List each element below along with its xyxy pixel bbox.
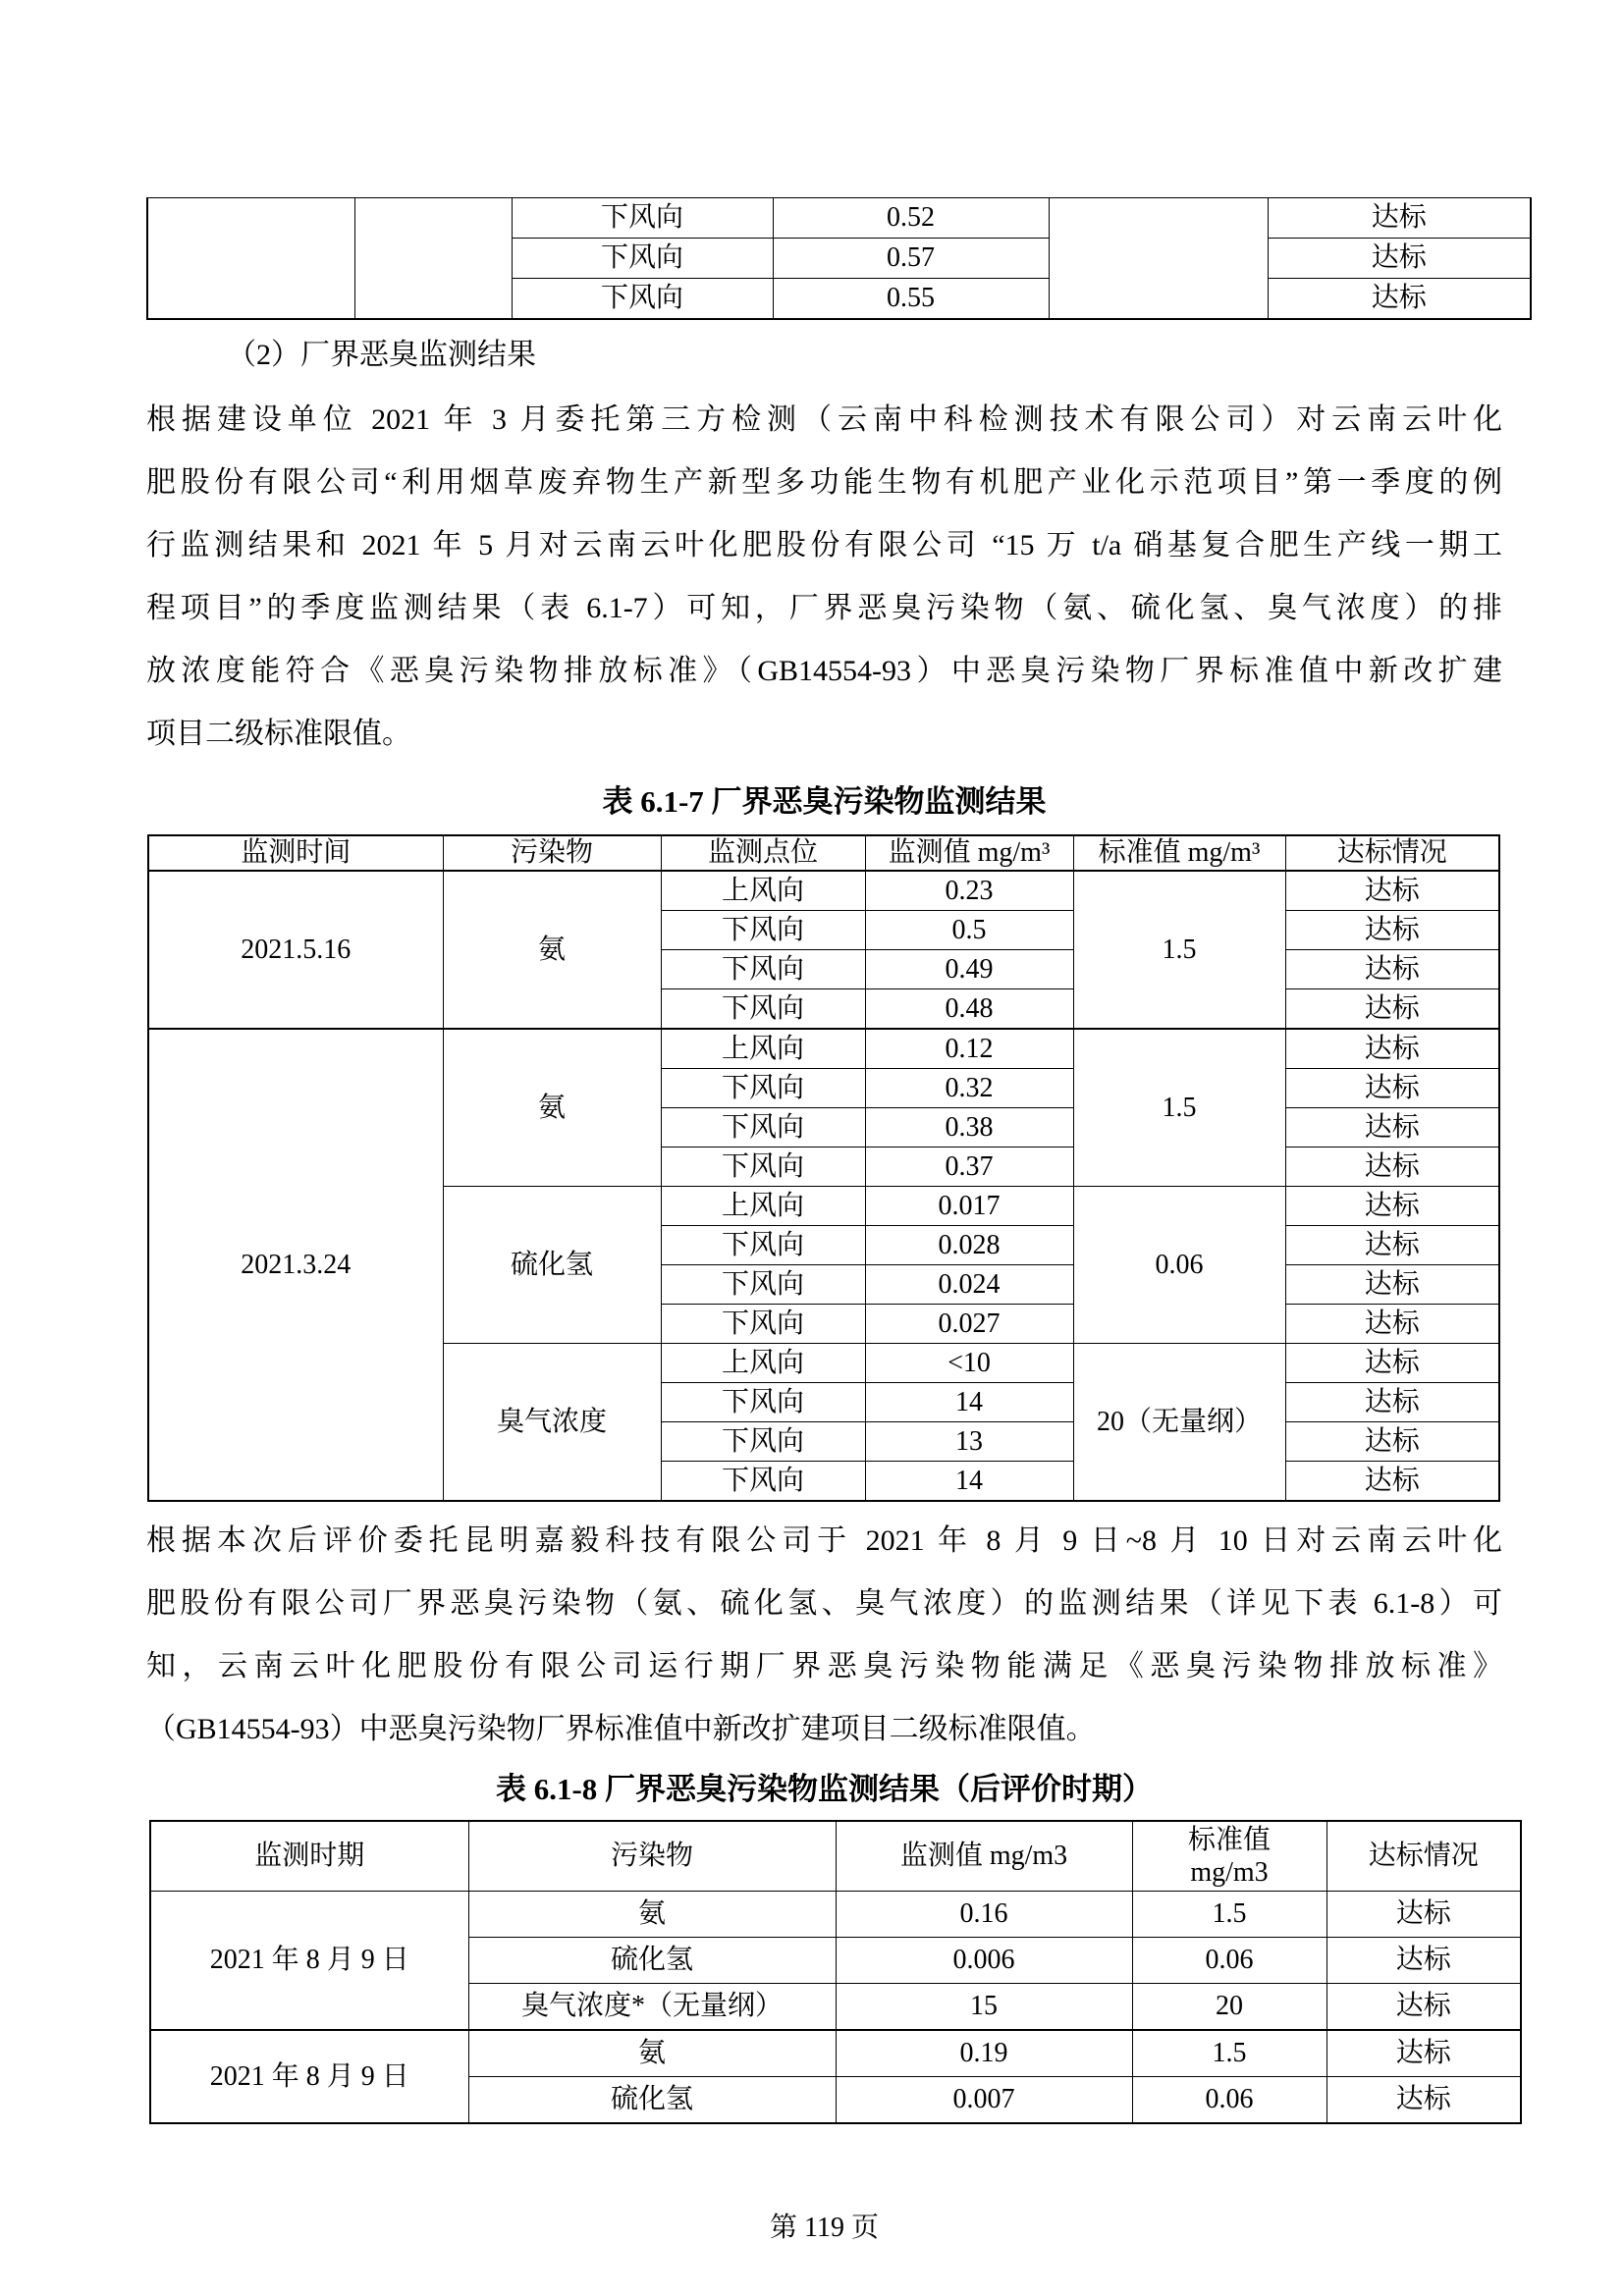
header-status: 达标情况 [1285,835,1499,871]
table-6-1-8 [149,1820,1522,2124]
table-row [148,1029,1499,1069]
cell-value: 0.16 [836,1892,1132,1938]
cell-standard: 20（无量纲） [1073,1344,1285,1502]
header-standard: 标准值 mg/m³ [1073,835,1285,871]
paragraph-line: 根据本次后评价委托昆明嘉毅科技有限公司于 2021 年 8 月 9 日~8 月 10 日对云南云叶化 [146,1524,1502,1557]
cell-value: 0.23 [865,871,1073,911]
cell-point: 上风向 [661,1029,865,1069]
cell-status: 达标 [1285,989,1499,1030]
header-status: 达标情况 [1326,1821,1521,1892]
cell-status: 达标 [1285,1226,1499,1265]
paragraph-line: 知，云南云叶化肥股份有限公司运行期厂界恶臭污染物能满足《恶臭污染物排放标准》 [146,1650,1502,1682]
cell-status: 达标 [1326,2030,1521,2077]
empty-cell [354,198,512,320]
table-row [150,2030,1521,2077]
header-value: 监测值 mg/m3 [836,1821,1132,1892]
cell-point: 下风向 [661,911,865,950]
cell-status: 达标 [1285,1383,1499,1422]
cell-pollutant: 氨 [468,2030,836,2077]
cell-point: 下风向 [661,1462,865,1502]
cell-status: 达标 [1285,1187,1499,1226]
cell-value: 0.12 [865,1029,1073,1069]
cell-date: 2021.3.24 [148,1029,443,1501]
table-row [148,871,1499,911]
cell-pollutant: 硫化氢 [443,1187,661,1344]
cell-value: 0.52 [773,198,1049,239]
cell-point: 下风向 [661,989,865,1030]
header-time: 监测时间 [148,835,443,871]
cell-value: 0.028 [865,1226,1073,1265]
section-heading: （2）厂界恶臭监测结果 [227,339,536,371]
empty-cell [1049,198,1268,320]
table-6-1-7-title: 表 6.1-7 厂界恶臭污染物监测结果 [602,784,1047,819]
cell-point: 下风向 [512,279,773,320]
cell-status: 达标 [1285,1462,1499,1502]
cell-point: 下风向 [512,239,773,279]
header-standard-line2: mg/m3 [1190,1857,1269,1888]
cell-status: 达标 [1285,1265,1499,1305]
cell-value: 0.024 [865,1265,1073,1305]
cell-status: 达标 [1285,1305,1499,1344]
cell-status: 达标 [1326,1892,1521,1938]
cell-pollutant: 硫化氢 [468,1938,836,1984]
cell-status: 达标 [1268,279,1531,320]
cell-status: 达标 [1326,1984,1521,2031]
cell-pollutant: 臭气浓度*（无量纲） [468,1984,836,2031]
cell-pollutant: 硫化氢 [468,2077,836,2124]
cell-date: 2021.5.16 [148,871,443,1029]
paragraph-line: 肥股份有限公司“利用烟草废弃物生产新型多功能生物有机肥产业化示范项目”第一季度的例 [146,466,1502,499]
cell-pollutant: 氨 [443,1029,661,1187]
paragraph-line: 放浓度能符合《恶臭污染物排放标准》（GB14554-93）中恶臭污染物厂界标准值中新改扩建 [146,655,1502,687]
header-point: 监测点位 [661,835,865,871]
cell-point: 下风向 [661,950,865,989]
cell-standard: 1.5 [1073,1029,1285,1187]
header-period: 监测时期 [150,1821,468,1892]
cell-status: 达标 [1326,2077,1521,2124]
cell-status: 达标 [1285,950,1499,989]
cell-value: 0.49 [865,950,1073,989]
cell-point: 下风向 [512,198,773,239]
cell-pollutant: 氨 [443,871,661,1029]
cell-status: 达标 [1268,239,1531,279]
cell-status: 达标 [1285,871,1499,911]
cell-point: 上风向 [661,871,865,911]
cell-status: 达标 [1285,1344,1499,1383]
cell-status: 达标 [1285,1029,1499,1069]
cell-point: 下风向 [661,1108,865,1148]
cell-value: 0.38 [865,1108,1073,1148]
cell-standard: 20 [1132,1984,1326,2031]
cell-value: 0.48 [865,989,1073,1030]
paragraph-line: 项目二级标准限值。 [146,718,411,750]
header-standard [1132,1821,1326,1892]
header-standard-line1: 标准值 [1187,1825,1271,1855]
paragraph-1 [146,389,1502,766]
cell-point: 上风向 [661,1344,865,1383]
cell-value: 0.19 [836,2030,1132,2077]
cell-value: 0.017 [865,1187,1073,1226]
cell-date: 2021 年 8 月 9 日 [150,1892,468,2031]
table-row [147,198,1531,239]
cell-value: 14 [865,1462,1073,1502]
cell-status: 达标 [1285,1069,1499,1108]
paragraph-line: 行监测结果和 2021 年 5 月对云南云叶化肥股份有限公司 “15 万 t/a 硝基复合肥生产线一期工 [146,529,1502,561]
cell-value: <10 [865,1344,1073,1383]
cell-value: 14 [865,1383,1073,1422]
cell-standard: 0.06 [1132,1938,1326,1984]
header-pollutant: 污染物 [468,1821,836,1892]
cell-pollutant: 臭气浓度 [443,1344,661,1502]
cell-value: 0.32 [865,1069,1073,1108]
cell-date: 2021 年 8 月 9 日 [150,2030,468,2123]
paragraph-line: 肥股份有限公司厂界恶臭污染物（氨、硫化氢、臭气浓度）的监测结果（详见下表 6.1-8）可 [146,1587,1502,1620]
table-row [150,1892,1521,1938]
cell-point: 上风向 [661,1187,865,1226]
paragraph-line: 根据建设单位 2021 年 3 月委托第三方检测（云南中科检测技术有限公司）对云南云叶化 [146,403,1502,436]
table-continuation [146,197,1532,320]
header-value: 监测值 mg/m³ [865,835,1073,871]
cell-status: 达标 [1326,1938,1521,1984]
table-6-1-8-title: 表 6.1-8 厂界恶臭污染物监测结果（后评价时期） [495,1772,1154,1806]
cell-status: 达标 [1285,911,1499,950]
cell-standard: 1.5 [1132,1892,1326,1938]
cell-standard: 0.06 [1132,2077,1326,2124]
cell-point: 下风向 [661,1305,865,1344]
cell-point: 下风向 [661,1148,865,1187]
cell-point: 下风向 [661,1265,865,1305]
cell-point: 下风向 [661,1383,865,1422]
table-header-row [148,835,1499,871]
page-number: 第 119 页 [770,2213,879,2243]
empty-cell [147,198,354,320]
cell-value: 0.5 [865,911,1073,950]
cell-point: 下风向 [661,1422,865,1462]
cell-status: 达标 [1285,1422,1499,1462]
cell-value: 15 [836,1984,1132,2031]
header-pollutant: 污染物 [443,835,661,871]
cell-value: 13 [865,1422,1073,1462]
cell-status: 达标 [1268,198,1531,239]
cell-standard: 1.5 [1073,871,1285,1029]
cell-value: 0.006 [836,1938,1132,1984]
cell-status: 达标 [1285,1108,1499,1148]
cell-pollutant: 氨 [468,1892,836,1938]
cell-point: 下风向 [661,1069,865,1108]
cell-status: 达标 [1285,1148,1499,1187]
cell-value: 0.55 [773,279,1049,320]
cell-value: 0.57 [773,239,1049,279]
cell-value: 0.007 [836,2077,1132,2124]
cell-standard: 1.5 [1132,2030,1326,2077]
cell-value: 0.027 [865,1305,1073,1344]
paragraph-2 [146,1510,1502,1761]
paragraph-line: （GB14554-93）中恶臭污染物厂界标准值中新改扩建项目二级标准限值。 [146,1713,1096,1745]
table-header-row [150,1821,1521,1892]
paragraph-line: 程项目”的季度监测结果（表 6.1-7）可知，厂界恶臭污染物（氨、硫化氢、臭气浓度）的排 [146,592,1502,624]
cell-value: 0.37 [865,1148,1073,1187]
table-6-1-7 [147,834,1500,1502]
cell-point: 下风向 [661,1226,865,1265]
cell-standard: 0.06 [1073,1187,1285,1344]
